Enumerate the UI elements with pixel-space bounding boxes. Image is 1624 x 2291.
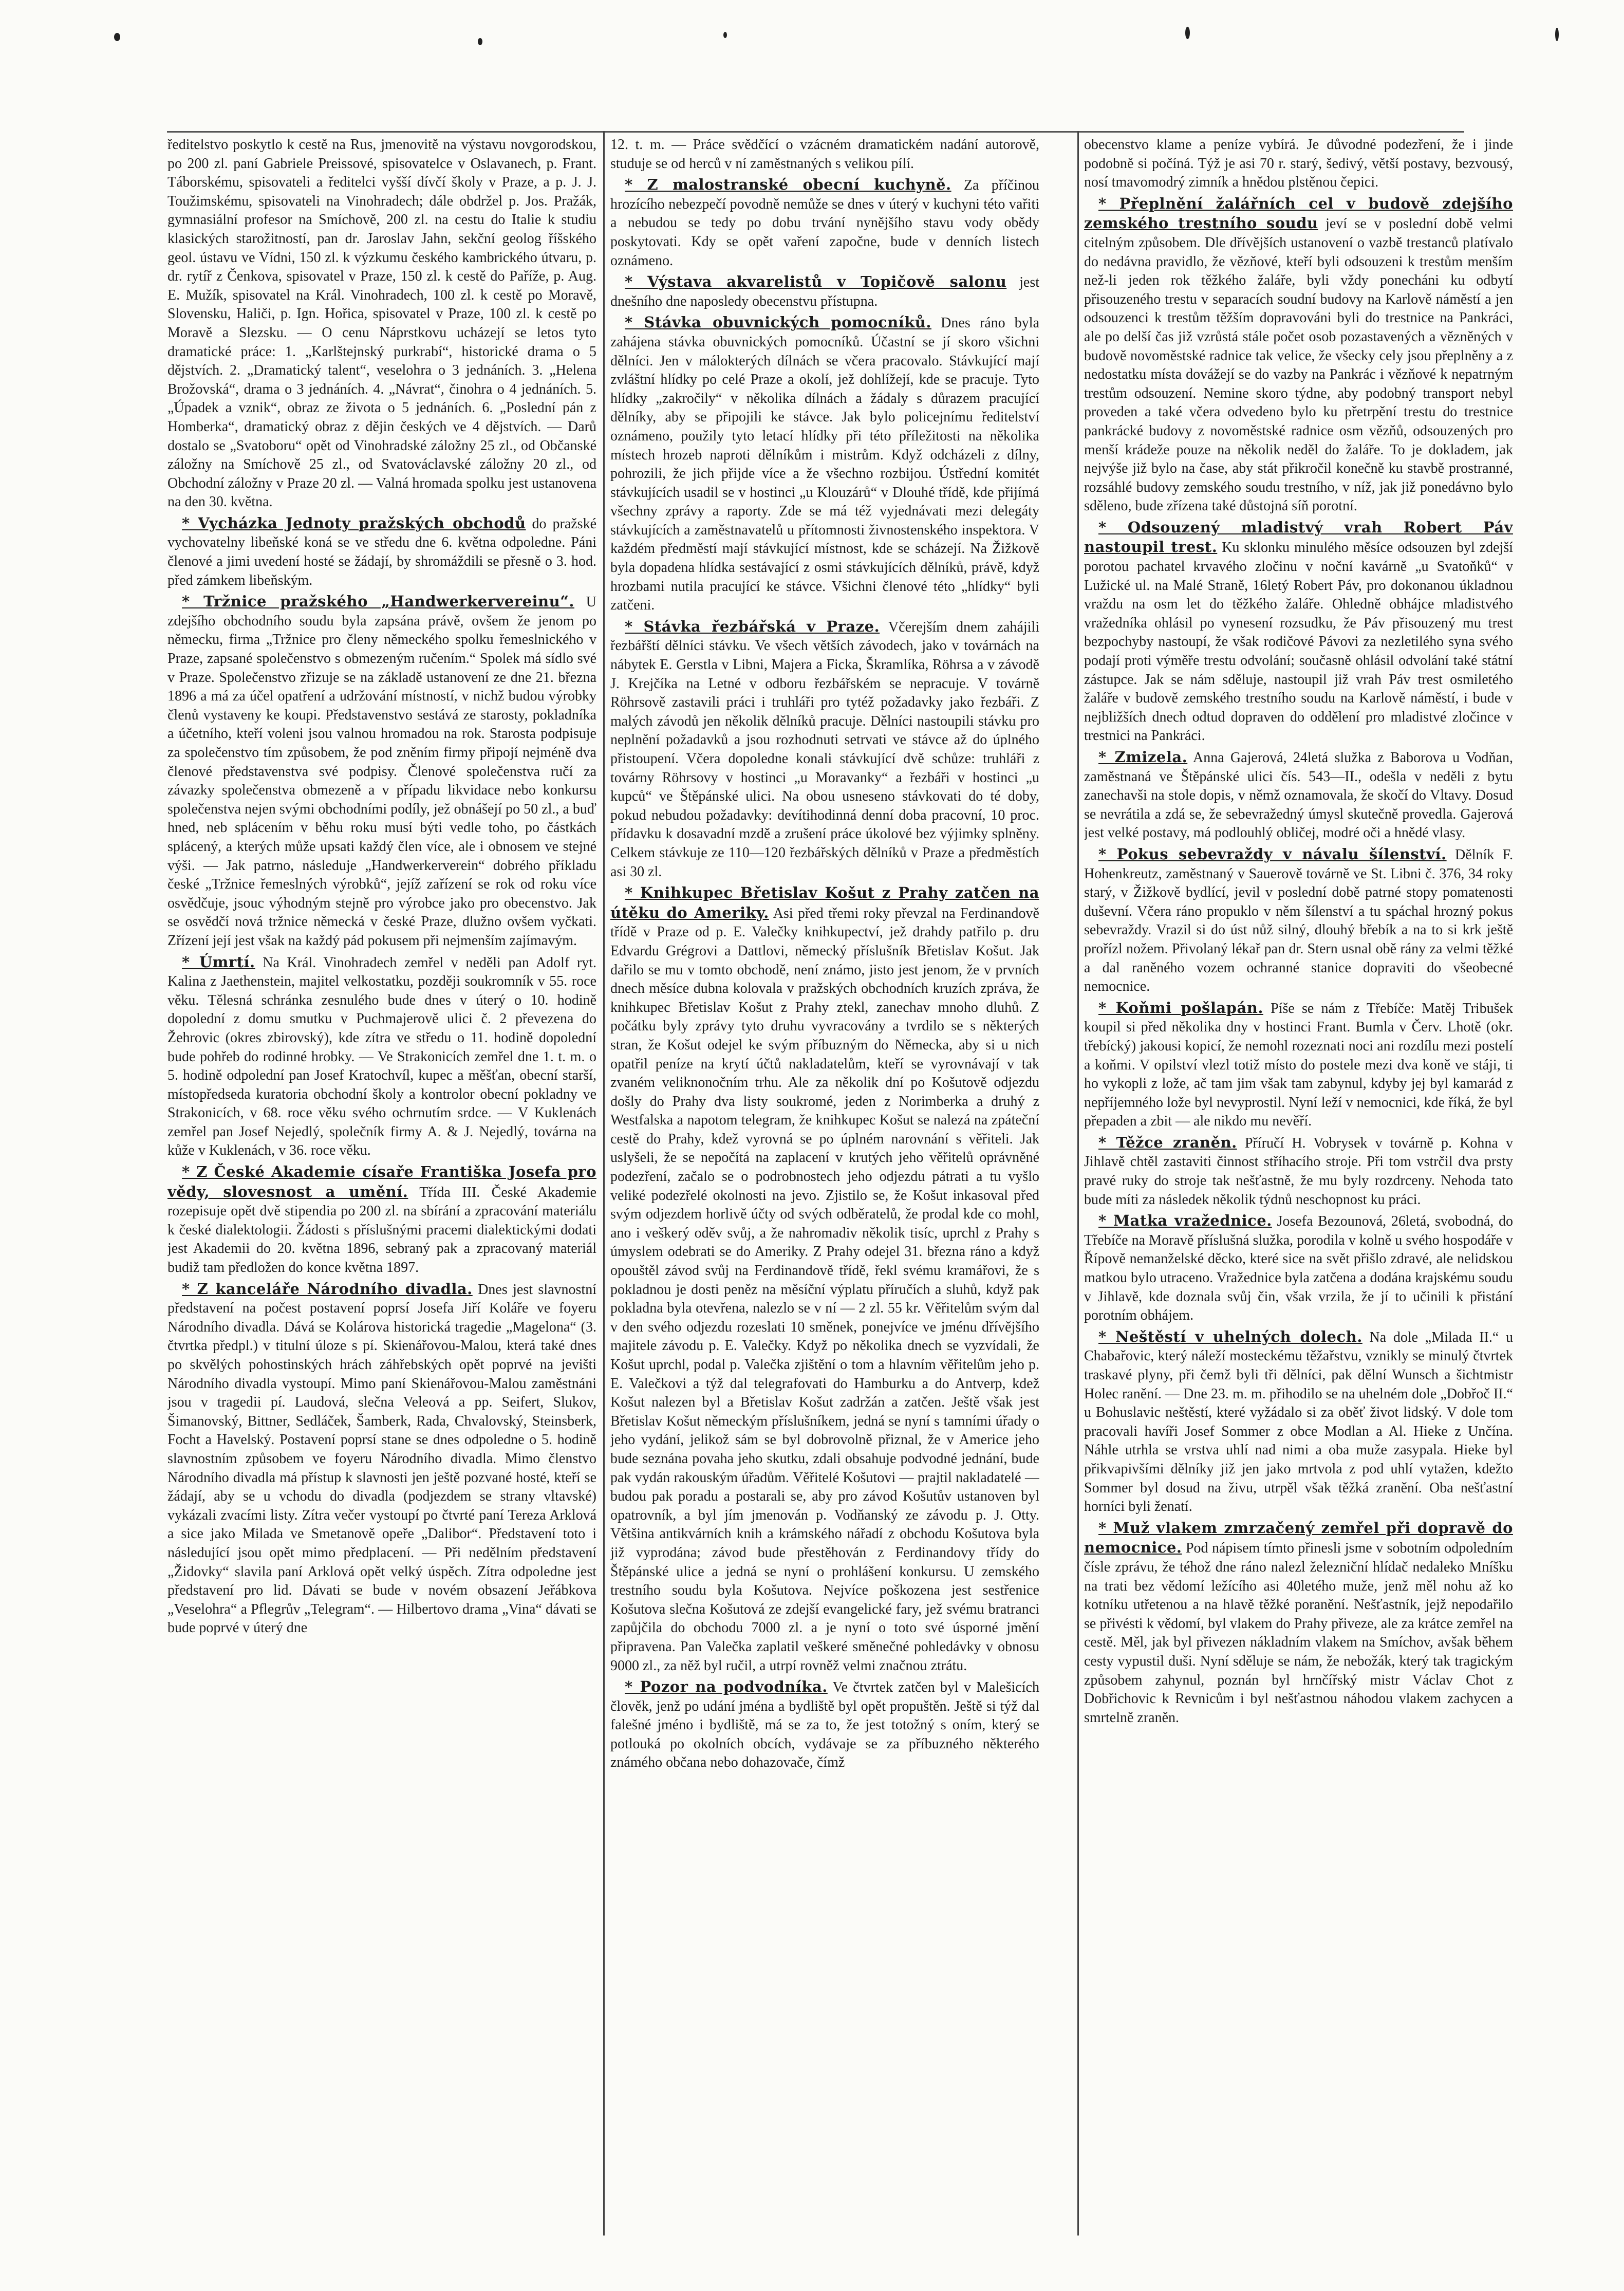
news-item-body: ředitelstvo poskytlo k cestě na Rus, jmenovitě na výstavu novgorodskou, po 200 zl. paní Gabriele Preissové, spisovatelce v Oslavanech, p. Frant. Táborskému, spisovateli a ředitelci vyšší dívčí školy v Praze, a p. J. J. Toužimskému, spisovateli na Vinohradech; dále obdržel p. Jos. Pražák, gymnasiální profesor na Smíchově, 200 zl. na cestu do Italie k studiu klasických starožitností, pan dr. Jaroslav Jahn, sekční geolog říšského geol. ústavu ve Vídni, 150 zl. k výzkumu českého kambrického útvaru, p. dr. rytíř z Čenkova, spisovatel v Praze, 150 zl. k cestě do Paříže, p. Aug. E. Mužík, spisovatel na Král. Vinohradech, 100 zl. k cestě po Moravě, Slovensku, Haliči, p. Ign. Hořica, spisovatel v Praze, 100 zl. k cestě po Moravě a Slezsku. — O cenu Náprstkovu ucházejí se letos tyto dramatické práce: 1. „Karlštejnský purkrabí“, historické drama o 5 dějstvích. 2. „Dramatický talent“, veselohra o 3 jednáních. 3. „Helena Brožovská“, drama o 3 jednáních. 4. „Návrat“, činohra o 4 jednáních. 5. „Úpadek a vznik“, obraz ze života o 5 jednáních. 6. „Poslední pán z Homberka“, dramatický obraz z dějin českých ve 4 dějstvích. — Darů dostalo se „Svatoboru“ opět od Vinohradské záložny 25 zl., od Občanské záložny na Smíchově 25 zl., od Svatováclavské záložny 20 zl., od Obchodní záložny v Praze 20 zl. — Valná hromada spolku jest ustanovena na den 30. května. (167, 137, 596, 510)
news-item-title: * Z malostranské obecní kuchyně. (625, 176, 951, 194)
news-item-title: * Odsouzený mladistvý vrah Robert Páv nastoupil trest. (1084, 518, 1513, 556)
scan-speck (723, 32, 727, 38)
scan-speck (114, 33, 120, 41)
news-item-body: Josefa Bezounová, 26letá, svobodná, do Třebíče na Moravě příslušná služka, porodila v kolně u svého hospodáře v Řípově nemanželské děcko, které sice na svět přišlo zdravé, ale nelidskou matkou bylo utraceno. Vražednice byla zatčena a dodána krajskému soudu v Jihlavě, kde doznala svůj čin, však vrzila, že jí to učinili k přistání porotním obhájem. (1084, 1213, 1513, 1324)
news-item (167, 1280, 596, 1638)
news-item (1084, 748, 1513, 843)
news-item-body: obecenstvo klame a peníze vybírá. Je důvodné podezření, že i jinde podobně si počíná. Týž je asi 70 r. starý, šedivý, větší postavy, bezvousý, nosí tmavomodrý zimník a hnědou plstěnou čepici. (1084, 137, 1513, 191)
news-item (610, 135, 1039, 173)
news-item-body: Na dole „Milada II.“ u Chabařovic, který náleží mosteckému těžařstvu, vznikly se minulý čtvrtek traskavé plyny, při čemž byli tři dělníci, pak dělní Wunsch a šichtmistr Holec ranění. — Dne 23. m. m. přihodilo se na uhelném dole „Dobřoč II.“ u Bohuslavic neštěstí, které vyžádalo si za oběť život lidský. V dole tom pracovali havíři Josef Sommer z obce Modlan a Al. Hieke z Unčína. Náhle utrhla se vrstva uhlí nad nimi a oba muže zasypala. Hieke byl přikvapivšími dělníky již jen jako mrtvola z pod uhlí vytažen, kdežto Sommer byl dosud na živu, utrpěl však těžká zranění. Oba nešťastní horníci byli ženatí. (1084, 1329, 1513, 1515)
scan-speck (1185, 27, 1190, 39)
news-item-title: * Přeplnění žalářních cel v budově zdejšího zemského trestního soudu (1084, 194, 1513, 232)
news-item-title: * Pokus sebevraždy v návalu šílenství. (1098, 845, 1447, 863)
news-item (1084, 1519, 1513, 1728)
news-item-title: * Z kanceláře Národního divadla. (182, 1280, 473, 1298)
news-item-title: * Zmizela. (1098, 748, 1188, 766)
news-item-body: Dělník F. Hohenkreutz, zaměstnaný v Sauerově továrně ve St. Libni č. 376, 34 roky starý, v Žižkově bydlící, jevil v poslední době patrné stopy pomatenosti duševní. Včera ráno propuklo v něm šílenství a tu spáchal hrozný pokus sebevraždy. Vrazil si do úst nůž silný, dlouhý břebík a na to si krk ještě prořízl nožem. Přivolaný lékař pan dr. Stern usnal obě rány za velmi těžké a dal raněného vozem ochranné stanice dopraviti do všeobecné nemocnice. (1084, 846, 1513, 995)
news-item (610, 272, 1039, 311)
news-item (167, 953, 596, 1161)
news-item (1084, 845, 1513, 996)
news-item-body: Na Král. Vinohradech zemřel v neděli pan Adolf ryt. Kalina z Jaethenstein, majitel velkostatku, později soukromník v 55. roce věku. Tělesná schránka zesnulého bude dnes v úterý o 10. hodině dopolední z domu smutku v Puchmajerově ulici č. 2 převezena do Žehrovic (okres zbirovský), kde zítra ve středu o 11. hodině dopolední bude pohřeb do rodinné hrobky. — Ve Strakonicích zemřel dne 1. t. m. o 5. hodině odpolední pan Josef Kratochvíl, kupec a měšťan, obecní starší, místopředseda kuratoria obchodní školy a kontrolor obecní pokladny ve Strakonicích, v 68. roce věku svého ochrnutím srdce. — V Kuklenách zemřel pan Josef Nejedlý, společník firmy A. & J. Nejedlý, továrna na kůže v Kuklenách, v 36. roce věku. (167, 954, 596, 1159)
news-item (167, 514, 596, 590)
news-item-title: * Matka vražednice. (1098, 1212, 1272, 1230)
news-item-title: * Výstava akvarelistů v Topičově salonu (625, 273, 1007, 291)
news-item-body: 12. t. m. — Práce svědčící o vzácném dramatickém nadání autorově, studuje se od herců v ní zaměstnaných s velikou pílí. (610, 137, 1039, 172)
news-item-title: * Neštěstí v uhelných dolech. (1098, 1327, 1362, 1345)
news-item-body: Anna Gajerová, 24letá služka z Baborova u Vodňan, zaměstnaná ve Štěpánské ulici čís. 543—II., odešla v neděli z bytu zanechavši na stole dopis, v němž oznamovala, že skočí do Vltavy. Dosud se nevrátila a zdá se, že sebevražedný úmysl skutečně provedla. Gajerová jest velké postavy, má podlouhlý obličej, modré oči a hnědé vlasy. (1084, 750, 1513, 841)
news-item-title: * Stávka řezbářská v Praze. (625, 617, 880, 635)
news-item (610, 175, 1039, 270)
news-item (167, 592, 596, 950)
news-item-body: jest dnešního dne naposledy obecenstvu přístupna. (610, 274, 1039, 309)
news-item (1084, 1133, 1513, 1209)
news-item-title: * Úmrtí. (182, 953, 255, 971)
news-item-body: Třída III. České Akademie rozepisuje opět dvě stipendia po 200 zl. na sbírání a zpracování materiálu k české dialektologii. Žádosti s příslušnými pracemi dialektickými dodati jest Akademii do 20. května 1896, sebraný pak a zpracovaný materiál budiž tam předložen do konce května 1897. (167, 1184, 596, 1276)
news-item-body: Příručí H. Vobrysek v továrně p. Kohna v Jihlavě chtěl zastaviti činnost stříhacího stroje. Při tom vstrčil dva prsty pravé ruky do stroje tak nešťastně, že mu byly rozdrceny. Nehoda tato bude míti za následek několik týdnů neschopnost ku práci. (1084, 1135, 1513, 1208)
column-2 (610, 135, 1039, 2231)
news-item (610, 313, 1039, 615)
news-item-body: Píše se nám z Třebíče: Matěj Tribušek koupil si před několika dny v hostinci Frant. Bumla v Červ. Lhotě (okr. třebícký) jakousi kopicí, že nemohl rozeznati noci ani rozdílu mezi postelí a koňmi. V opilství vlezl totiž místo do postele mezi dva koně ve stáji, ti ho vykopli z lože, ač tam jim však tam zabynul, kdyby jej byl kamarád z nepříjemného lože byl nevyprostil. Nyní leží v nemocnici, kde říká, že byl přepaden a zbit — ale nikdo mu nevěří. (1084, 1000, 1513, 1130)
column-rule-left (603, 131, 605, 2235)
news-item (1084, 194, 1513, 516)
news-item (1084, 135, 1513, 192)
news-item-title: * Z České Akademie císaře Františka Josefa pro vědy, slovesnost a umění. (167, 1163, 596, 1200)
news-item-body: Ku sklonku minulého měsíce odsouzen byl zdejší porotou pachatel krvavého zločinu v noční kavárně „u Svatoňků“ v Lužické ul. na Malé Straně, 16letý Robert Páv, pro dokonanou úkladnou vraždu na osm let do těžkého žaláře. Ohledně obhájce mladistvého vražedníka ohlásil po vynesení rozsudku, že Páv přisouzený mu trest bezpochyby nastoupí, že však rodičové Pávovi za nezletilého syna svého podají proti výměře trestu odvolání; současně ohlásil odvolání také státní zástupce. Jak se nám sděluje, nastoupil již vrah Páv trest osmiletého žaláře v budově zemského trestního soudu na Karlově náměstí, i bude v nejbližších dnech odtud dopraven do oddělení pro mladistvé zločince v trestnici na Pankráci. (1084, 540, 1513, 744)
news-item-title: * Muž vlakem zmrzačený zemřel při dopravě do nemocnice. (1084, 1519, 1513, 1557)
news-item-title: * Tržnice pražského „Handwerkervereinu“. (182, 593, 574, 611)
news-item (167, 1162, 596, 1278)
news-item-body: Asi před třemi roky převzal na Ferdinandově třídě v Praze od p. E. Valečky knihkupectví, jež drahdy patřilo p. dru Edvardu Grégrovi a Dattlovi, německý příslušník Břetislav Košut. Jak dařilo se mu v tomto obchodě, není známo, jisto jest jenom, že v prvních dnech měsíce dubna kolovala v pražských obchodních kruzích zpráva, že knihkupec Břetislav Košut z Prahy ztekl, zanechav mnoho dluhů. Z počátku byly zprávy tyto druhu vyvracovány a tvrdilo se s některých stran, že Košut odejel ke svým příbuzným do Německa, aby si u nich opatřil peníze na krytí účtů nakladatelům, kteří se vyrovnávají v tak zvaném veliknonočním trhu. Ale za několik dní po Košutově odjezdu došly do Prahy dva listy soukromé, jeden z Norimberka a druhý z Westfalska a napotom telegram, že knihkupec Košut se nalezá na zpáteční cestě do Prahy, kdež vyrovná se po úplném narovnání s věřiteli. Jak uslyšeli, že se nepočítá na zaplacení v krutých jeho věřitelů oprávněné podezření, začalo se o podrobnostech jeho odjezdu pátrati a tu vyšlo veliké podezřelé okolnosti na jevo. Zjistilo se, že Košut inkasoval před svým odjezdem horlivě účty od svých odběratelů, že prodal kde co mohl, ano i veškerý oděv svůj, a že nahromadiv několik tisíc, uprchl z Prahy s úmyslem odebrati se do Ameriky. Z Prahy odejel 31. března ráno a když opouštěl závod svůj na Ferdinandově třídě, řekl svému kramářovi, že s pokladnou je dosti peněz na měsíční výplatu příručích a sluhů, když pak pokladna byla otevřena, nalezlo se v ní — 2 zl. 55 kr. Věřitelům svým dal v den svého odjezdu rozeslati 10 směnek, ponejvíce ve jménu dřívějšího majitele závodu p. E. Valečky. Když po několika dnech se vyzvídali, že Košut uprchl, podal p. Valečka zjištění o tom a hlavním věřitelům jeho p. E. Valečkovi a týž dal telegrafovati do Hamburku a do Antverp, kdež Košut nalezen byl a Břetislav Košut zadržán a zatčen. Ještě však jest Břetislav Košut německým příslušníkem, jedná se nyní s tamními úřady o jeho vydání, jelikož sám se byl dobrovolně přiznal, že v Americe jeho bude seznána povaha jeho skutku, zdali obsahuje podvodné jednání, bude pak vydán rakouským úřadům. Věřitelé Košutovi — prajtil nakladatelé — budou pak poradu a postarali se, aby pro závod Košutův ustanoven byl opatrovník, a byl jím jmenován p. Vodňanský ze závodu p. J. Otty. Většina antikvárních knih a krámského nářadí z obchodu Košutova byla již vyprodána; závod bude přestěhován z Ferdinandovy třídy do Štěpánské ulice a jedná se nyní o prohlášení konkursu. U zemského trestního soudu byla Košutova. Nejvíce poškozena jest sestřenice Košutova slečna Košutová ze zdejší evangelické fary, jež svému bratranci zapůjčila do obchodu 7000 zl. a je nyní o toto své úsporné jmění připravena. Pan Valečka zaplatil veškeré směnečné pohledávky v obnosu 9000 zl., za něž byl ručil, a utrpí rovněž velmi značnou ztrátu. (610, 905, 1039, 1674)
news-item-title: * Knihkupec Břetislav Košut z Prahy zatčen na útěku do Ameriky. (610, 884, 1039, 921)
news-item (610, 883, 1039, 1675)
news-item-title: * Stávka obuvnických pomocníků. (625, 313, 931, 331)
news-item (610, 1677, 1039, 1772)
news-item (1084, 1327, 1513, 1517)
top-rule (167, 131, 1464, 133)
news-item-title: * Pozor na podvodníka. (625, 1678, 828, 1696)
news-item-body: jeví se v poslední době velmi citelným způsobem. Dle dřívějších ustanovení o vazbě trestanců platívalo do nedávna pravidlo, že vězňové, kteří byli odsouzeni k trestům menším než-li jeden rok těžkého žaláře, byli vždy ponecháni ku odbytí přisouzeného trestu v separacích soudní budovy na Karlově náměstí a jen odsouzenci k trestům těžším dopravováni byli do trestnice na Pankráci, ale po delší čas již vzrůstá stále počet osob pozastavených a vězněných v budově novoměstské radnice tak velice, že všecky cely jsou přeplněny a z nedostatku místa dovážejí se do vazby na Pankrác i vězňové k nepatrným trestům odsouzení. Nemine skoro týdne, aby podobný transport nebyl proveden a také včera odvedeno bylo ku přetrpění trestu do trestnice pankrácké budovy z novoměstské radnice osm vězňů, odsouzených pro menší krádeže pouze na několik neděl do žaláře. To je dokladem, jak nejvýše již bylo na čase, aby stát přikročil konečně ku stavbě prostranné, rozsáhlé budovy zemského soudu trestního, v níž, jak již ponedávno bylo sděleno, bude zřízena také důstojná síň porotní. (1084, 216, 1513, 514)
news-item-body: Ve čtvrtek zatčen byl v Malešicích člověk, jenž po udání jména a bydliště byl opět propuštěn. Ještě si týž dal falešné jméno i bydliště, má se za to, že jest totožný s oním, který se potlouká po okolních obcích, vydávaje se za příbuzného některého známého občana nebo dohazovače, čímž (610, 1679, 1039, 1771)
news-item (1084, 518, 1513, 746)
news-item-body: U zdejšího obchodního soudu byla zapsána právě, ovšem že jenom po německu, firma „Tržnice pro členy německého spolku řemeslnického v Praze, zapsané společenstvo s obmezeným ručením.“ Spolek má sídlo své v Praze. Společenstvo zřizuje se na základě ustanovení ze dne 21. března 1896 a má za účel opatření a udržování místností, v nichž budou výrobky členů vystaveny ke koupi. Představenstvo sestává ze starosty, pokladníka a účetního, kteří voleni jsou valnou hromadou na rok. Starosta podpisuje za společenstvo tím způsobem, že pod zněním firmy připojí nejméně dva členové představenstva své podpisy. Členové společenstva ručí za závazky společenstva obmezeně a v případu likvidace nebo konkursu společenstva nejen svými obchodními podíly, jež obnášejí po 50 zl., a buď hned, neb splácením v běhu roku musí býti vedle toho, po částkách splácený, a kterých může upsati každý člen více, ale i obnosem ve stejné výši. — Jak patrno, následuje „Handwerkerverein“ dobrého příkladu české „Tržnice řemeslných výrobků“, jejíž zařízení se rok od roku více osvědčuje, jsouc výhodným stejně pro výrobce jako pro obecenstvo. Jak se osvědčí nová tržnice německá v české Praze, dlužno ovšem vyčkati. Zřízení její jest však na každý pád pokusem při nejmenším zajímavým. (167, 594, 596, 949)
news-item (167, 135, 596, 512)
news-item-body: Dnes ráno byla zahájena stávka obuvnických pomocníků. Účastní se jí skoro všichni dělníci. Jen v málokterých dílnách se včera pracovalo. Stávkující mají zvláštní hlídky po celé Praze a okolí, jež dohlížejí, kde se pracuje. Tyto hlídky „zakročily“ v několika dílnách a žádaly s důrazem pracující dělníky, aby se připojili ke stávce. Jak bylo policejnímu ředitelství oznámeno, použily tyto letací hlídky při této příležitosti na několika místech hrozeb naproti dělníkům i mistrům. Když odcházeli z dílny, pohrozili, že jich přijde více a že všechno rozbijou. Ústřední komitét stávkujících usadil se v hostinci „u Klouzárů“ v Dlouhé třídě, kde přijímá všechny zprávy a raporty. Zde se má též vyjednávati mezi delegáty stávkujících a zaměstnavatelů u přítomnosti živnostenského inspektora. V každém předměstí mají stávkující místnost, kde se scházejí. Na Žižkově byla dopadena hlídka sestávající z osmi stávkujících dělníků, právě, když hrozbami nutila pracující ke stávce. Všichni členové této „hlídky“ byli zatčeni. (610, 315, 1039, 614)
news-item-body: do pražské vychovatelny libeňské koná se ve středu dne 6. května odpoledne. Páni členové a jimi uvedení hosté se žádají, by shromáždili se přesně o 3. hod. před zámkem libeňským. (167, 515, 596, 588)
scan-speck (1555, 28, 1559, 41)
column-1 (167, 135, 596, 2231)
news-item (1084, 1211, 1513, 1325)
news-item-title: * Koňmi pošlapán. (1098, 999, 1263, 1017)
news-item (1084, 999, 1513, 1131)
news-item-title: * Těžce zraněn. (1098, 1133, 1237, 1151)
column-3 (1084, 135, 1513, 2231)
news-item-body: Pod nápisem tímto přinesli jsme v sobotním odpoledním čísle zprávu, že téhož dne ráno nalezl železniční hlídač nedaleko Mníšku na trati bez vědomí ležícího asi 40letého muže, jenž měl nohu až ko kotníku utřetenou a na hlavě těžké poranění. Nešťastník, jejž nepodařilo se přivésti k vědomí, byl vlakem do Prahy přiveze, ale za krátce zemřel na cestě. Měl, jak byl přivezen nákladním vlakem na Smíchov, avšak během cesty vypustil duši. Nyní sděluje se nám, že nebožák, který tak tragickým způsobem zahynul, poznán byl hrnčířský mistr Václav Chot z Dobřichovic k Revnicům i byl nešťastnou náhodou vlakem zachycen a smrtelně zraněn. (1084, 1540, 1513, 1726)
news-item-title: * Vycházka Jednoty pražských obchodů (182, 514, 526, 532)
scan-speck (478, 38, 482, 45)
news-item-body: Dnes jest slavnostní představení na počest postavení poprsí Josefa Jiří Koláře ve foyeru Národního divadla. Dává se Kolárova historická tragedie „Magelona“ (3. čtvrtka předpl.) v titulní úloze s pí. Skienářovou-Malou, která také dnes po skvělých pohostinských hrách záhřebských opět poprvé na jevišti Národního divadla vystoupí. Mimo paní Skienářovou-Malou zaměstnáni jsou v tragedii pí. Laudová, slečna Veleová a pp. Seifert, Slukov, Šimanovský, Bittner, Sedláček, Šamberk, Rada, Chvalovský, Steinsberk, Focht a Havelský. Postavení poprsí stane se dnes odpoledne o 5. hodině slavnostním způsobem ve foyeru Národního divadla. Mimo členstvo Národního divadla má přístup k slavnosti jen ještě pozvané hosté, kteří se žádají, aby se u vchodu do divadla (podjezdem se strany vltavské) vykázali zvacími listy. Zítra večer vystoupí po čtvrté paní Tereza Arklová a sice jako Milada ve Smetanově opeře „Dalibor“. Představení toto i následující jsou opět mimo předplacení. — Při nedělním představení „Židovky“ slavila paní Arklová opět velký úspěch. Zítra odpoledne jest představení pro lid. Dávati se bude v novém obsazení Jeřábkova „Veselohra“ a Pflegrův „Telegram“. — Hilbertovo drama „Vina“ dávati se bude poprvé v úterý dne (167, 1281, 596, 1636)
news-item (610, 617, 1039, 881)
news-item-body: Včerejším dnem zahájili řezbářští dělníci stávku. Ve všech větších závodech, jako v továrnách na nábytek E. Gerstla v Libni, Majera a Ficka, Škramlíka, Röhrsa a v závodě J. Krejčíka na Letné v odboru řezbářském se nepracuje. V továrně Röhrsově zastavili práci i truhláři pro tytéž požadavky jako řezbáři. Z malých závodů jen několik dělníků pracuje. Dělníci nastoupili stávku pro neplnění požadavků a jsou rozhodnuti setrvati ve stávce až do úplného přistoupení. Včera dopoledne konali stávkující dvě schůze: truhláři z továrny Röhrsovy v hostinci „u Moravanky“ a řezbáři v hostinci „u kupců“ ve Štěpánské ulici. Na obou usneseno stávkovati do té doby, pokud nebudou požadavky: devítihodinná denní doba pracovní, 10 proc. přídavku k dosavadní mzdě a zrušení práce úkolové bez výjimky splněny. Celkem stávkuje ze 110—120 řezbářských dělníků v Praze a předměstích asi 30 zl. (610, 619, 1039, 880)
column-rule-right (1077, 131, 1079, 2235)
news-item-body: Za příčinou hrozícího nebezpečí povodně nemůže se dnes v úterý v kuchyni této vařiti a nebudou se tedy po dobu trvání nynějšího stavu vody obědy poskytovati. Kdy se opět vaření započne, bude v denních listech oznámeno. (610, 177, 1039, 269)
